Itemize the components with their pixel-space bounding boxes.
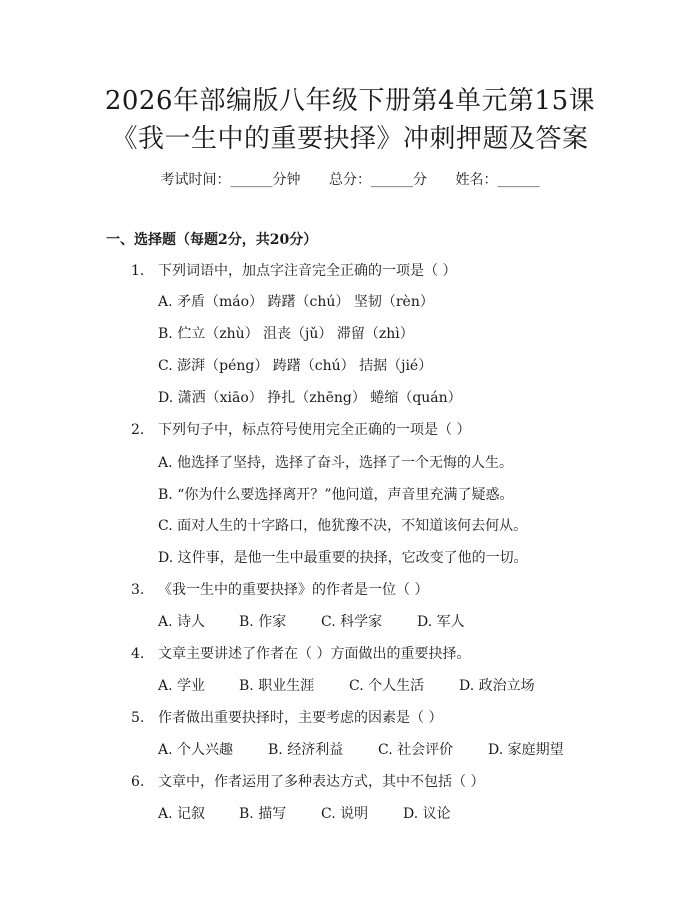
question-number: 3. (131, 582, 145, 598)
option-1d: D. 潇洒（xiāo） 挣扎（zhēng） 蜷缩（quán） (158, 390, 462, 406)
question-3 (131, 580, 428, 600)
question-stem: 文章主要讲述了作者在（ ）方面做出的重要抉择。 (158, 646, 471, 662)
question-number: 4. (131, 646, 145, 662)
option-2d: D. 这件事，是他一生中最重要的抉择，它改变了他的一切。 (158, 550, 528, 566)
option-3a: A. 诗人 (158, 614, 206, 630)
option-6b: B. 描写 (239, 806, 287, 822)
option-4d: D. 政治立场 (459, 678, 535, 694)
question-number: 2. (131, 422, 145, 438)
question-stem: 作者做出重要抉择时，主要考虑的因素是（ ） (158, 710, 443, 726)
option-3b: B. 作家 (239, 614, 287, 630)
question-number: 6. (131, 774, 145, 790)
title-line-2: 《我一生中的重要抉择》冲刺押题及答案 (111, 124, 589, 154)
option-3c: C. 科学家 (321, 614, 383, 630)
option-2c: C. 面对人生的十字路口，他犹豫不决，不知道该何去何从。 (158, 518, 528, 534)
option-5a: A. 个人兴趣 (158, 742, 234, 758)
question-2 (131, 420, 470, 440)
question-stem: 《我一生中的重要抉择》的作者是一位（ ） (158, 582, 429, 598)
option-5c: C. 社会评价 (378, 742, 454, 758)
option-1c: C. 澎湃（péng） 踌躇（chú） 拮据（jié） (158, 358, 433, 374)
exam-time-field: 考试时间：______分钟 (160, 172, 301, 188)
question-stem: 下列词语中，加点字注音完全正确的一项是（ ） (158, 263, 457, 279)
question-6 (131, 772, 484, 792)
option-5b: B. 经济利益 (268, 742, 344, 758)
question-1 (131, 261, 456, 281)
question-number: 5. (131, 710, 145, 726)
option-2b: B. “你为什么要选择离开？”他问道，声音里充满了疑惑。 (158, 487, 514, 503)
question-stem: 下列句子中，标点符号使用完全正确的一项是（ ） (158, 422, 471, 438)
question-5 (131, 708, 442, 728)
title-line-1: 2026年部编版八年级下册第4单元第15课 (104, 86, 596, 116)
question-number: 1. (131, 263, 145, 279)
option-4b: B. 职业生涯 (239, 678, 315, 694)
options-row-6 (158, 804, 451, 824)
section-heading: 一、选择题（每题2分，共20分） (106, 232, 318, 248)
exam-info (0, 170, 700, 190)
option-6c: C. 说明 (321, 806, 369, 822)
option-3d: D. 军人 (417, 614, 465, 630)
option-1b: B. 伫立（zhù） 沮丧（jǔ） 滞留（zhì） (158, 326, 414, 342)
options-row-4 (158, 676, 535, 696)
student-name-field: 姓名：______ (455, 172, 540, 188)
option-4a: A. 学业 (158, 678, 206, 694)
option-4c: C. 个人生活 (349, 678, 425, 694)
option-6a: A. 记叙 (158, 806, 206, 822)
total-score-field: 总分：______分 (329, 172, 427, 188)
question-4 (131, 644, 470, 664)
options-row-3 (158, 612, 465, 632)
options-row-5 (158, 740, 564, 760)
option-2a: A. 他选择了坚持，选择了奋斗，选择了一个无悔的人生。 (158, 455, 514, 471)
option-1a: A. 矛盾（máo） 踌躇（chú） 坚韧（rèn） (158, 294, 434, 310)
option-5d: D. 家庭期望 (488, 742, 564, 758)
option-6d: D. 议论 (403, 806, 451, 822)
question-stem: 文章中，作者运用了多种表达方式，其中不包括（ ） (158, 774, 485, 790)
